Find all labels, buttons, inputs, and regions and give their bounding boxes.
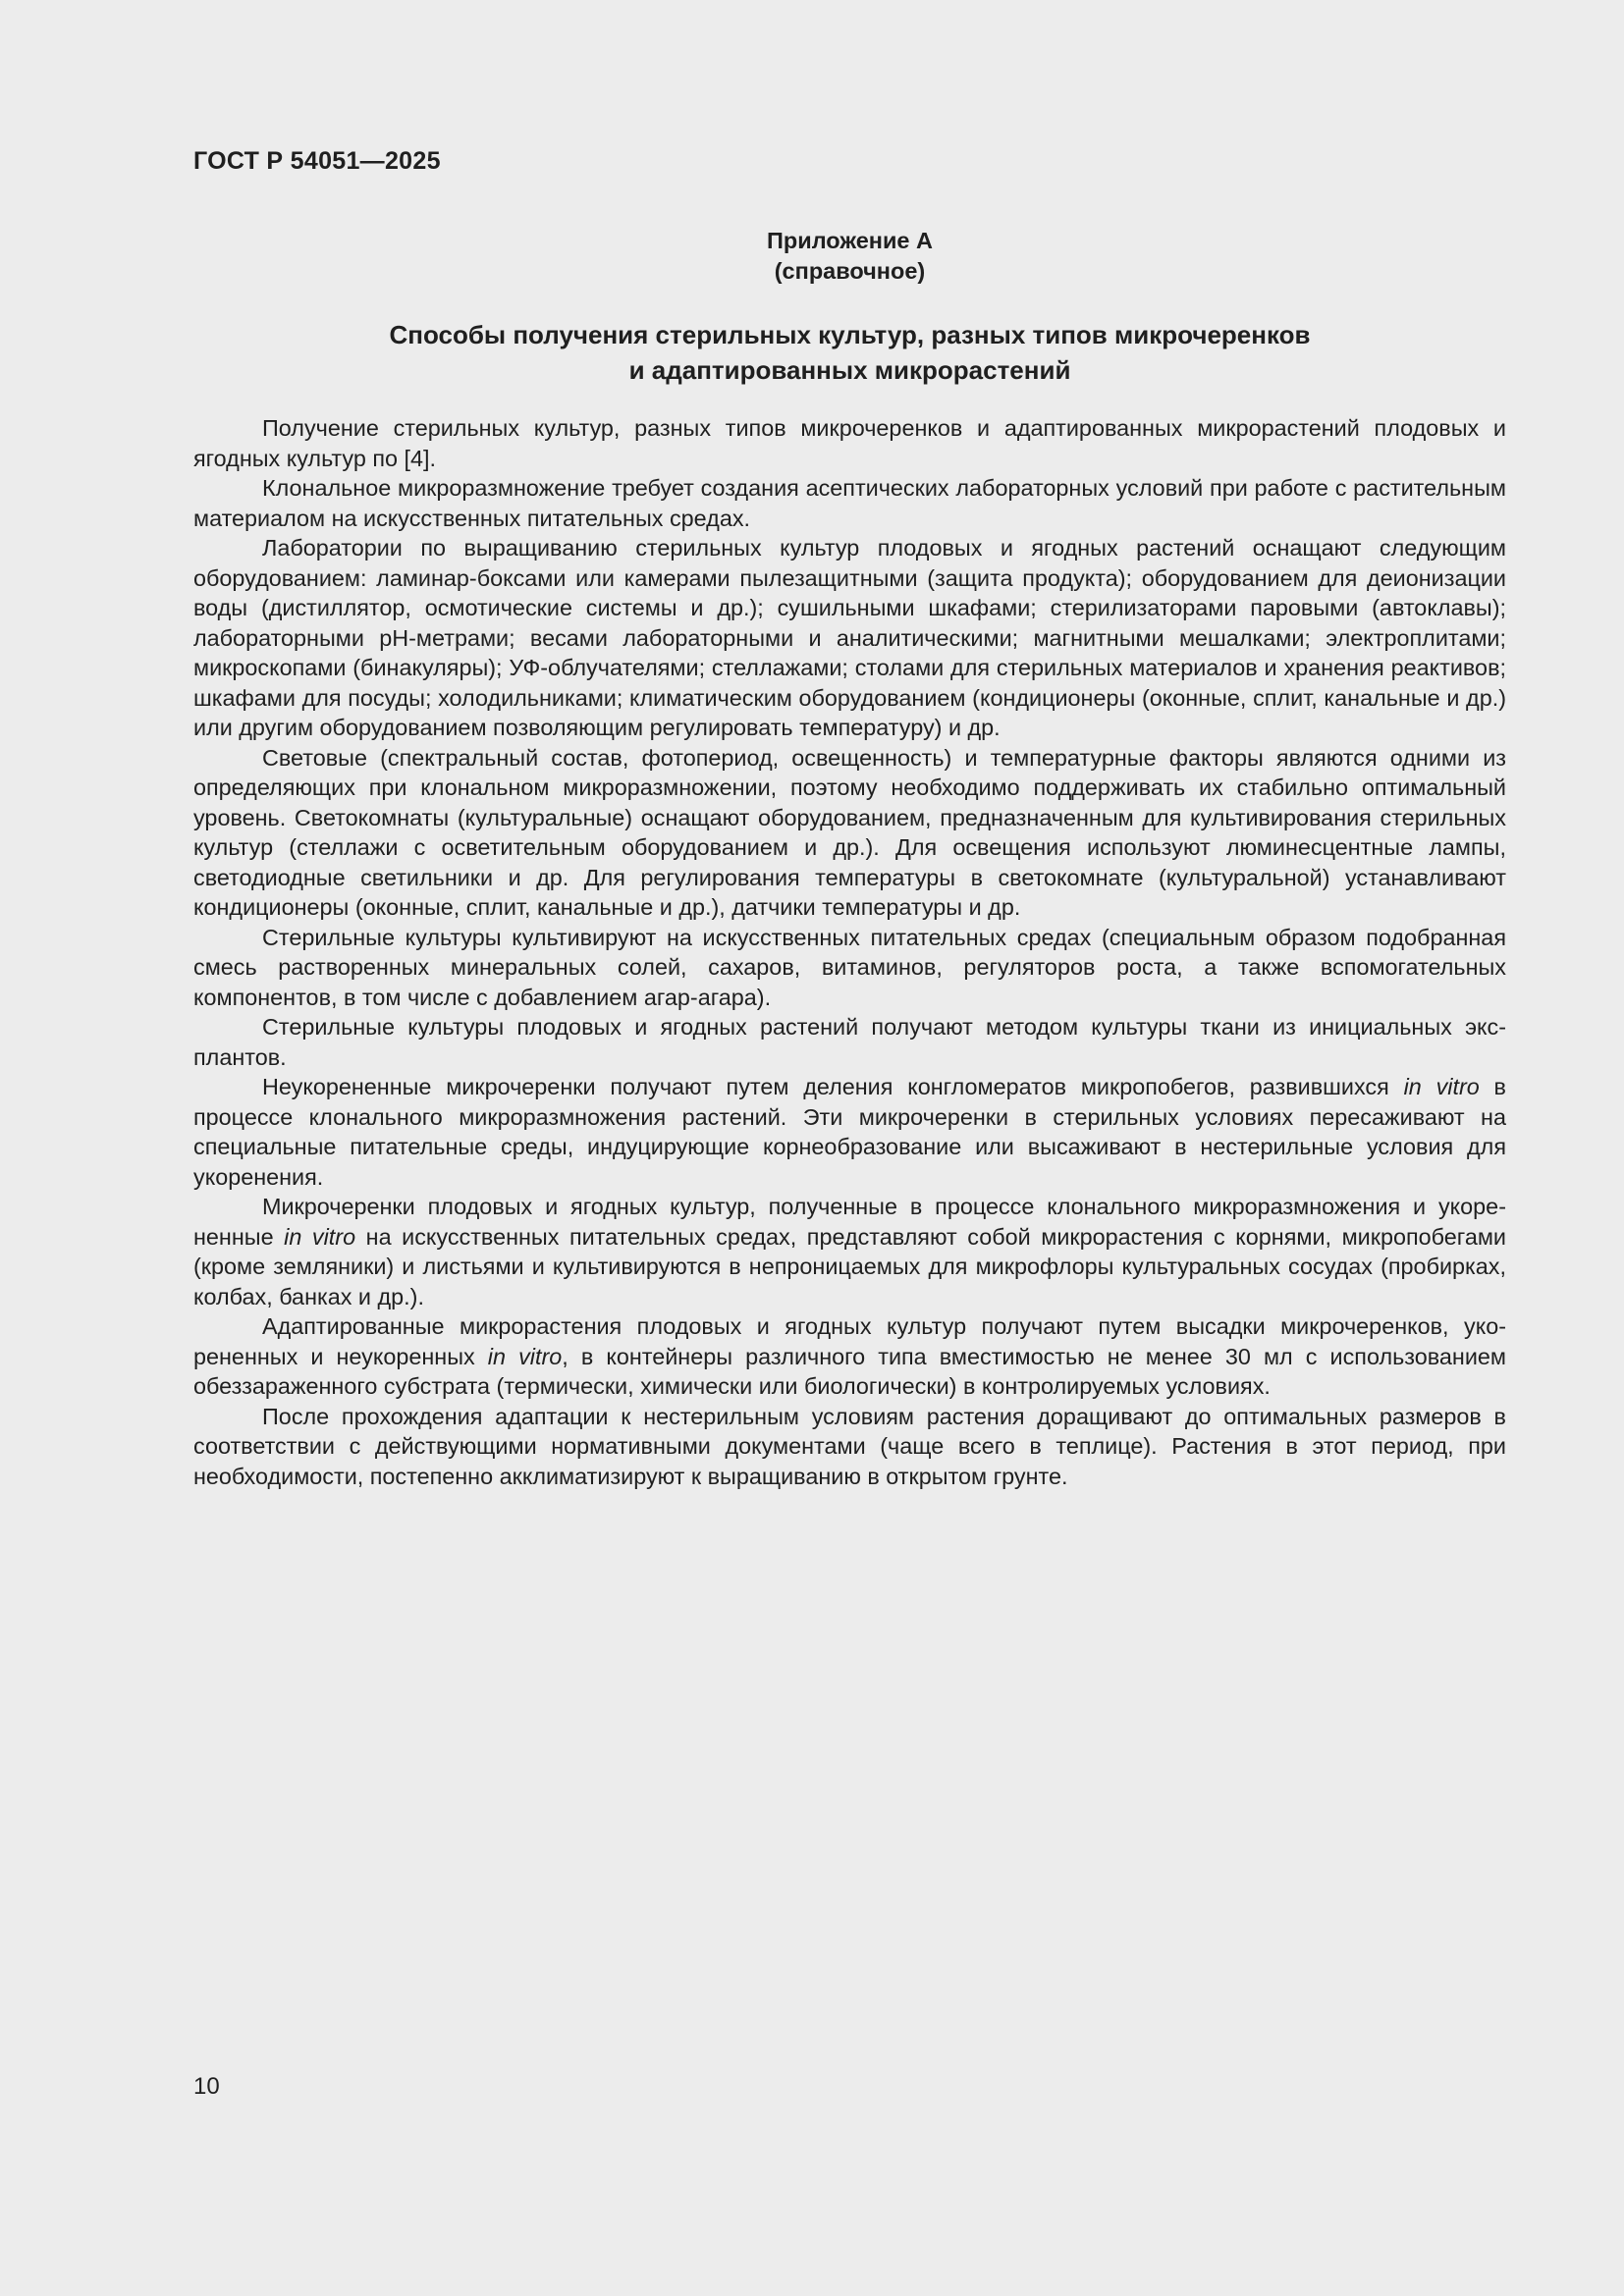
annex-heading [193, 226, 1506, 287]
body-text [193, 413, 1506, 1491]
paragraph-5: Стерильные культуры культивируют на искусственных питательных средах (специальным образом подобранная смесь растворенных минеральных солей, сахаров, витаминов, регуляторов роста, а также вспомогательных компонентов, в том числе с добавлением агар-агара). [193, 924, 1506, 1010]
paragraph-9-italic-term: in vitro [487, 1343, 563, 1369]
paragraph-6: Стерильные культуры плодовых и ягодных растений получают методом культуры ткани из инициальных эксплантов. [193, 1014, 1506, 1070]
annex-title [193, 317, 1506, 388]
annex-label: Приложение А [767, 228, 933, 253]
paragraph-9 [193, 1311, 1506, 1402]
paragraph-9-text-start: Адаптированные микрорастения плодовых и ягодных культур получают путем высадки микрочеренков, укорененных и неукоренных [193, 1313, 1506, 1369]
paragraph-8 [193, 1192, 1506, 1311]
paragraph-7-italic-term: in vitro [1403, 1074, 1480, 1099]
annex-status: (справочное) [774, 258, 926, 284]
standard-code-header: ГОСТ Р 54051—2025 [193, 147, 441, 175]
paragraph-2: Клональное микроразмножение требует создания асептических лабораторных условий при работе с растительным материалом на искусственных питательных средах. [193, 475, 1506, 531]
paragraph-7 [193, 1072, 1506, 1192]
annex-title-line-2: и адаптированных микрорастений [628, 355, 1071, 385]
paragraph-4: Световые (спектральный состав, фотопериод, освещенность) и температурные факторы являются одними из определяющих при клональном микроразмножении, поэтому необходимо поддерживать их стабильно оптимальный уровень. Светокомнаты (культуральные) оснащают оборудованием, предназначенным для культивирования стерильных культур (стеллажи с осветительным оборудованием и др.). Для освещения используют люминесцентные лампы, светодиодные светильники и др. Для регулирования температуры в светокомнате (культуральной) устанавливают кондиционеры (оконные, сплит, канальные и др.), датчики температуры и др. [193, 744, 1506, 920]
paragraph-3: Лаборатории по выращиванию стерильных культур плодовых и ягодных растений оснащают следующим оборудованием: ламинар-боксами или камерами пылезащитными (защита продукта); оборудованием для деионизации воды (дистиллятор, осмотические системы и др.); сушильными шкафами; стерилизаторами паровыми (автоклавы); лабораторными pH-метрами; весами лабораторными и аналитическими; магнитными мешалками; электроплитами; микроскопами (бинакуляры); УФ-облучателями; стеллажами; столами для стерильных материалов и хранения реактивов; шкафами для посуды; холодильниками; климатическим оборудованием (кондиционеры (оконные, сплит, канальные и др.) или другим оборудованием позволяющим регулировать температуру) и др. [193, 535, 1506, 740]
paragraph-9-text-end: , в контейнеры различного типа вместимостью не менее 30 мл с использованием обеззараженного субстрата (термически, химически или биологически) в контролируемых условиях. [193, 1343, 1506, 1399]
page-number: 10 [193, 2073, 220, 2100]
paragraph-8-text-end: на искусственных питательных средах, представляют собой микрорастения с корнями, микропобегами (кроме земляники) и листьями и культивируются в непроницаемых для микрофлоры культуральных сосудах (пробирках, колбах, банках и др.). [193, 1223, 1506, 1309]
paragraph-1: Получение стерильных культур, разных типов микрочеренков и адаптированных микрорастений плодовых и ягодных культур по [4]. [193, 415, 1506, 471]
paragraph-8-italic-term: in vitro [284, 1223, 356, 1250]
annex-title-line-1: Способы получения стерильных культур, разных типов микрочеренков [389, 320, 1311, 349]
paragraph-7-text-start: Неукорененные микрочеренки получают путем деления конгломератов микропобегов, развившихся [262, 1074, 1404, 1099]
paragraph-7-text-end: в процессе клонального микроразмножения растений. Эти микрочеренки в стерильных условиях пересаживают на специальные питательные среды, индуцирующие корнеобразование или высаживают в нестерильные условия для укоренения. [193, 1074, 1506, 1190]
paragraph-8-text-start: Микрочеренки плодовых и ягодных культур, полученные в процессе клонального микроразмножения и укорененные [193, 1194, 1506, 1250]
paragraph-10: После прохождения адаптации к нестерильным условиям растения доращивают до оптимальных размеров в соответствии с действующими нормативными документами (чаще всего в теплице). Растения в этот период, при необходимости, постепенно акклиматизируют к выращиванию в открытом грунте. [193, 1403, 1506, 1489]
